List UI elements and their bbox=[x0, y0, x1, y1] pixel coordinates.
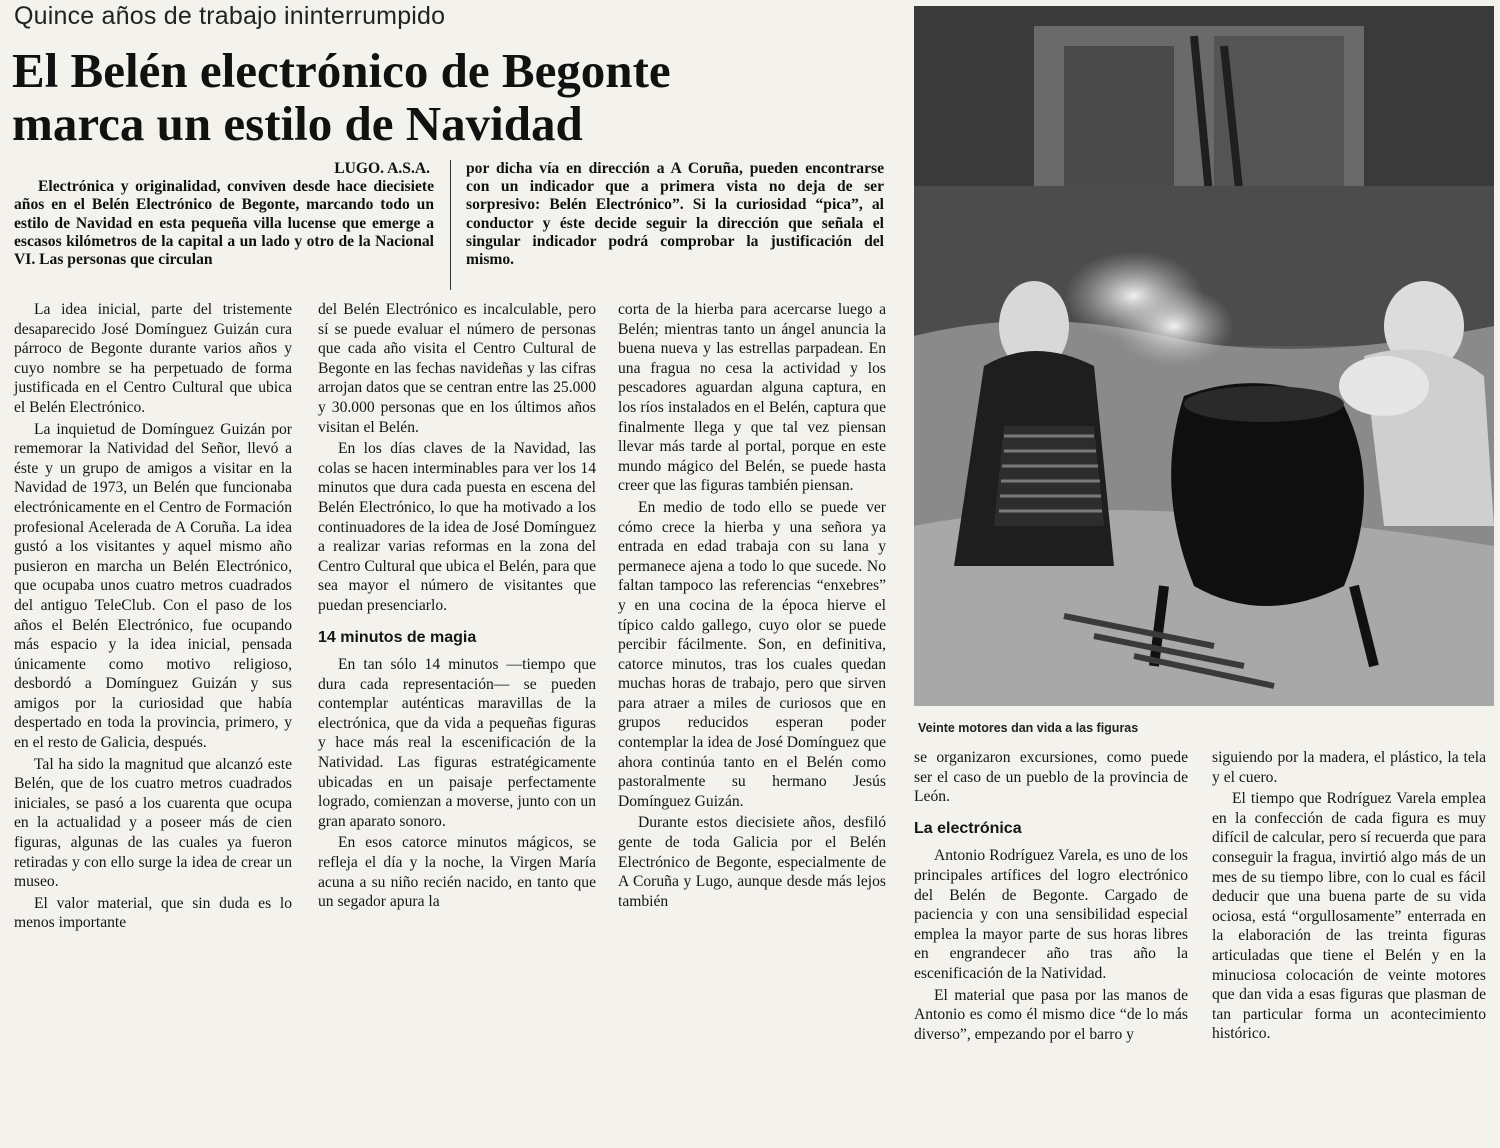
nativity-photo-illustration bbox=[914, 6, 1494, 706]
body-column-1 bbox=[14, 300, 292, 935]
paragraph: La inquietud de Domínguez Guizán por rememorar la Natividad del Señor, llevó a éste y un grupo de amigos a visitar en la Navidad de 1973, un Belén que funcionaba electrónicamente en el Centro de Formación profesional Acelerada de A Coruña. La idea gustó a los visitantes y aquel mismo año pusieron en marcha un Belén Electrónico, que ocupaba unos cuatro metros cuadrados del antiguo TeleClub. Con el paso de los años el Belén Electrónico, fue ocupando más espacio y la idea inicial, pensada únicamente como motivo religioso, desbordó a Domínguez Guizán y sus amigos por la curiosidad que había despertado en toda la provincia, primero, y en el resto de Galicia, después. bbox=[14, 420, 292, 752]
paragraph: El valor material, que sin duda es lo menos importante bbox=[14, 894, 292, 932]
intro-column-2: por dicha vía en dirección a A Coruña, pueden encontrarse con un indicador que a primera vista no deja de ser sorpresivo: Belén Electrónico”. Si la curiosidad “pica”, al conductor y éste decide seguir la dirección que señala el singular indicador podrá comprobar la justificación del mismo. bbox=[466, 160, 884, 269]
paragraph: En esos catorce minutos mágicos, se refleja el día y la noche, la Virgen María acuna a su niño recién nacido, en tanto que un segador apura la bbox=[318, 834, 596, 911]
paragraph: El material que pasa por las manos de Antonio es como él mismo dice “de lo más diverso”, empezando por el barro y bbox=[914, 986, 1188, 1043]
body-column-3 bbox=[618, 300, 886, 913]
body-column-4 bbox=[914, 748, 1188, 1046]
subheading-magia: 14 minutos de magia bbox=[318, 628, 477, 646]
paragraph: La idea inicial, parte del tristemente desaparecido José Domínguez Guizán cura párroco de Begonte durante varios años y cuyo nombre se ha perpetuado de forma justificada en el Centro Cultural que ubica el Belén Electrónico. bbox=[14, 301, 292, 416]
paragraph: En los días claves de la Navidad, las colas se hacen interminables para ver los 14 minutos que dura cada puesta en escena del Belén Electrónico, lo que ha motivado a los continuadores de la idea de José Domínguez a realizar varias reformas en la zona del Centro Cultural que ubica el Belén, para que sea mayor el número de visitantes que puedan presenciarlo. bbox=[318, 440, 596, 614]
photo-caption: Veinte motores dan vida a las figuras bbox=[918, 721, 1139, 735]
paragraph: corta de la hierba para acercarse luego a Belén; mientras tanto un ángel anuncia la buena nueva y las estrellas parpadean. En una fragua no cesa la actividad y los pescadores aguardan alguna captura, en los ríos instalados en el Belén, captura que finalmente llega y que tal vez piensan llevar más tarde al portal, porque en este mundo mágico del Belén, se puede hasta creer que las figuras también piensan. bbox=[618, 301, 886, 495]
paragraph: del Belén Electrónico es incalculable, pero sí se puede evaluar el número de personas que cada año visita el Centro Cultural de Begonte en las fechas navideñas y las cifras arrojan datos que se centran entre las 25.000 y 30.000 personas que en los últimos años visitan el Belén. bbox=[318, 301, 596, 436]
paragraph: siguiendo por la madera, el plástico, la tela y el cuero. bbox=[1212, 749, 1486, 786]
paragraph: En medio de todo ello se puede ver cómo crece la hierba y una señora ya entrada en edad trabaja con su lana y permanece ajena a todo lo que sucede. No faltan tampoco las referencias “enxebres” y en una cocina de la época hierve el típico caldo gallego, cuyo olor se puede percibir fácilmente. Son, en definitiva, catorce minutos, tras los cuales quedan muchas horas de trabajo, pero que sirven para atraer a miles de curiosos que en grupos reducidos esperan poder contemplar la idea de José Domínguez que ahora continúa tanto en el Belén como pastoralmente su hermano Jesús Domínguez Guizán. bbox=[618, 498, 886, 810]
body-column-5 bbox=[1212, 748, 1486, 1046]
headline-line-1: El Belén electrónico de Begonte bbox=[12, 43, 671, 98]
kicker: Quince años de trabajo ininterrumpido bbox=[14, 2, 446, 30]
paragraph: Antonio Rodríguez Varela, es uno de los principales artífices del logro electrónico del Belén de Begonte. Cargado de paciencia y con una sensibilidad especial emplea la mayor parte de sus horas libres en engrandecer año tras año la escenificación de la Natividad. bbox=[914, 847, 1188, 982]
intro-column-1 bbox=[14, 160, 434, 269]
intro-text-1: Electrónica y originalidad, conviven desde hace diecisiete años en el Belén Electrónico de Begonte, marcando todo un estilo de Navidad en esta pequeña villa lucense que emerge a escasos kilómetros de la capital a un lado y otro de la Nacional VI. Las personas que circulan bbox=[14, 178, 434, 269]
paragraph: En tan sólo 14 minutos —tiempo que dura cada representación— se pueden contemplar auténticas maravillas de la electrónica, que da vida a pequeñas figuras y hace más real la escenificación de la Natividad. Las figuras estratégicamente ubicadas en un paisaje perfectamente logrado, comienzan a moverse, junto con un gran aparato sonoro. bbox=[318, 656, 596, 830]
headline-line-2: marca un estilo de Navidad bbox=[12, 96, 583, 151]
paragraph: Tal ha sido la magnitud que alcanzó este Belén, que de los cuatro metros cuadrados iniciales, se pasó a los cuarenta que ocupa en la actualidad y a poseer más de cien figuras, algunas de las cuales ya fueron retiradas y con ello surge la idea de crear un museo. bbox=[14, 755, 292, 891]
nativity-photo bbox=[914, 6, 1494, 706]
paragraph: se organizaron excursiones, como puede ser el caso de un pueblo de la provincia de León. bbox=[914, 749, 1188, 806]
subheading-electronica: La electrónica bbox=[914, 819, 1022, 837]
headline bbox=[12, 44, 892, 150]
paragraph: El tiempo que Rodríguez Varela emplea en la confección de cada figura es muy difícil de calcular, pero sí recuerda que para conseguir la fragua, invirtió algo más de un mes de su tiempo libre, con lo cual es fácil deducir que una buena parte de su vida ociosa, está “orgullosamente” enterrada en la elaboración de las treinta figuras articuladas que tiene el Belén y en la minuciosa colocación de veinte motores que dan vida a esas figuras que plasman de tan particular forma un acontecimiento histórico. bbox=[1212, 790, 1486, 1043]
body-column-2 bbox=[318, 300, 596, 914]
paragraph: Durante estos diecisiete años, desfiló gente de toda Galicia por el Belén Electrónico de Begonte, especialmente de A Coruña y Lugo, aunque desde más lejos también bbox=[618, 814, 886, 910]
column-divider bbox=[450, 160, 451, 290]
byline: LUGO. A.S.A. bbox=[334, 160, 430, 177]
